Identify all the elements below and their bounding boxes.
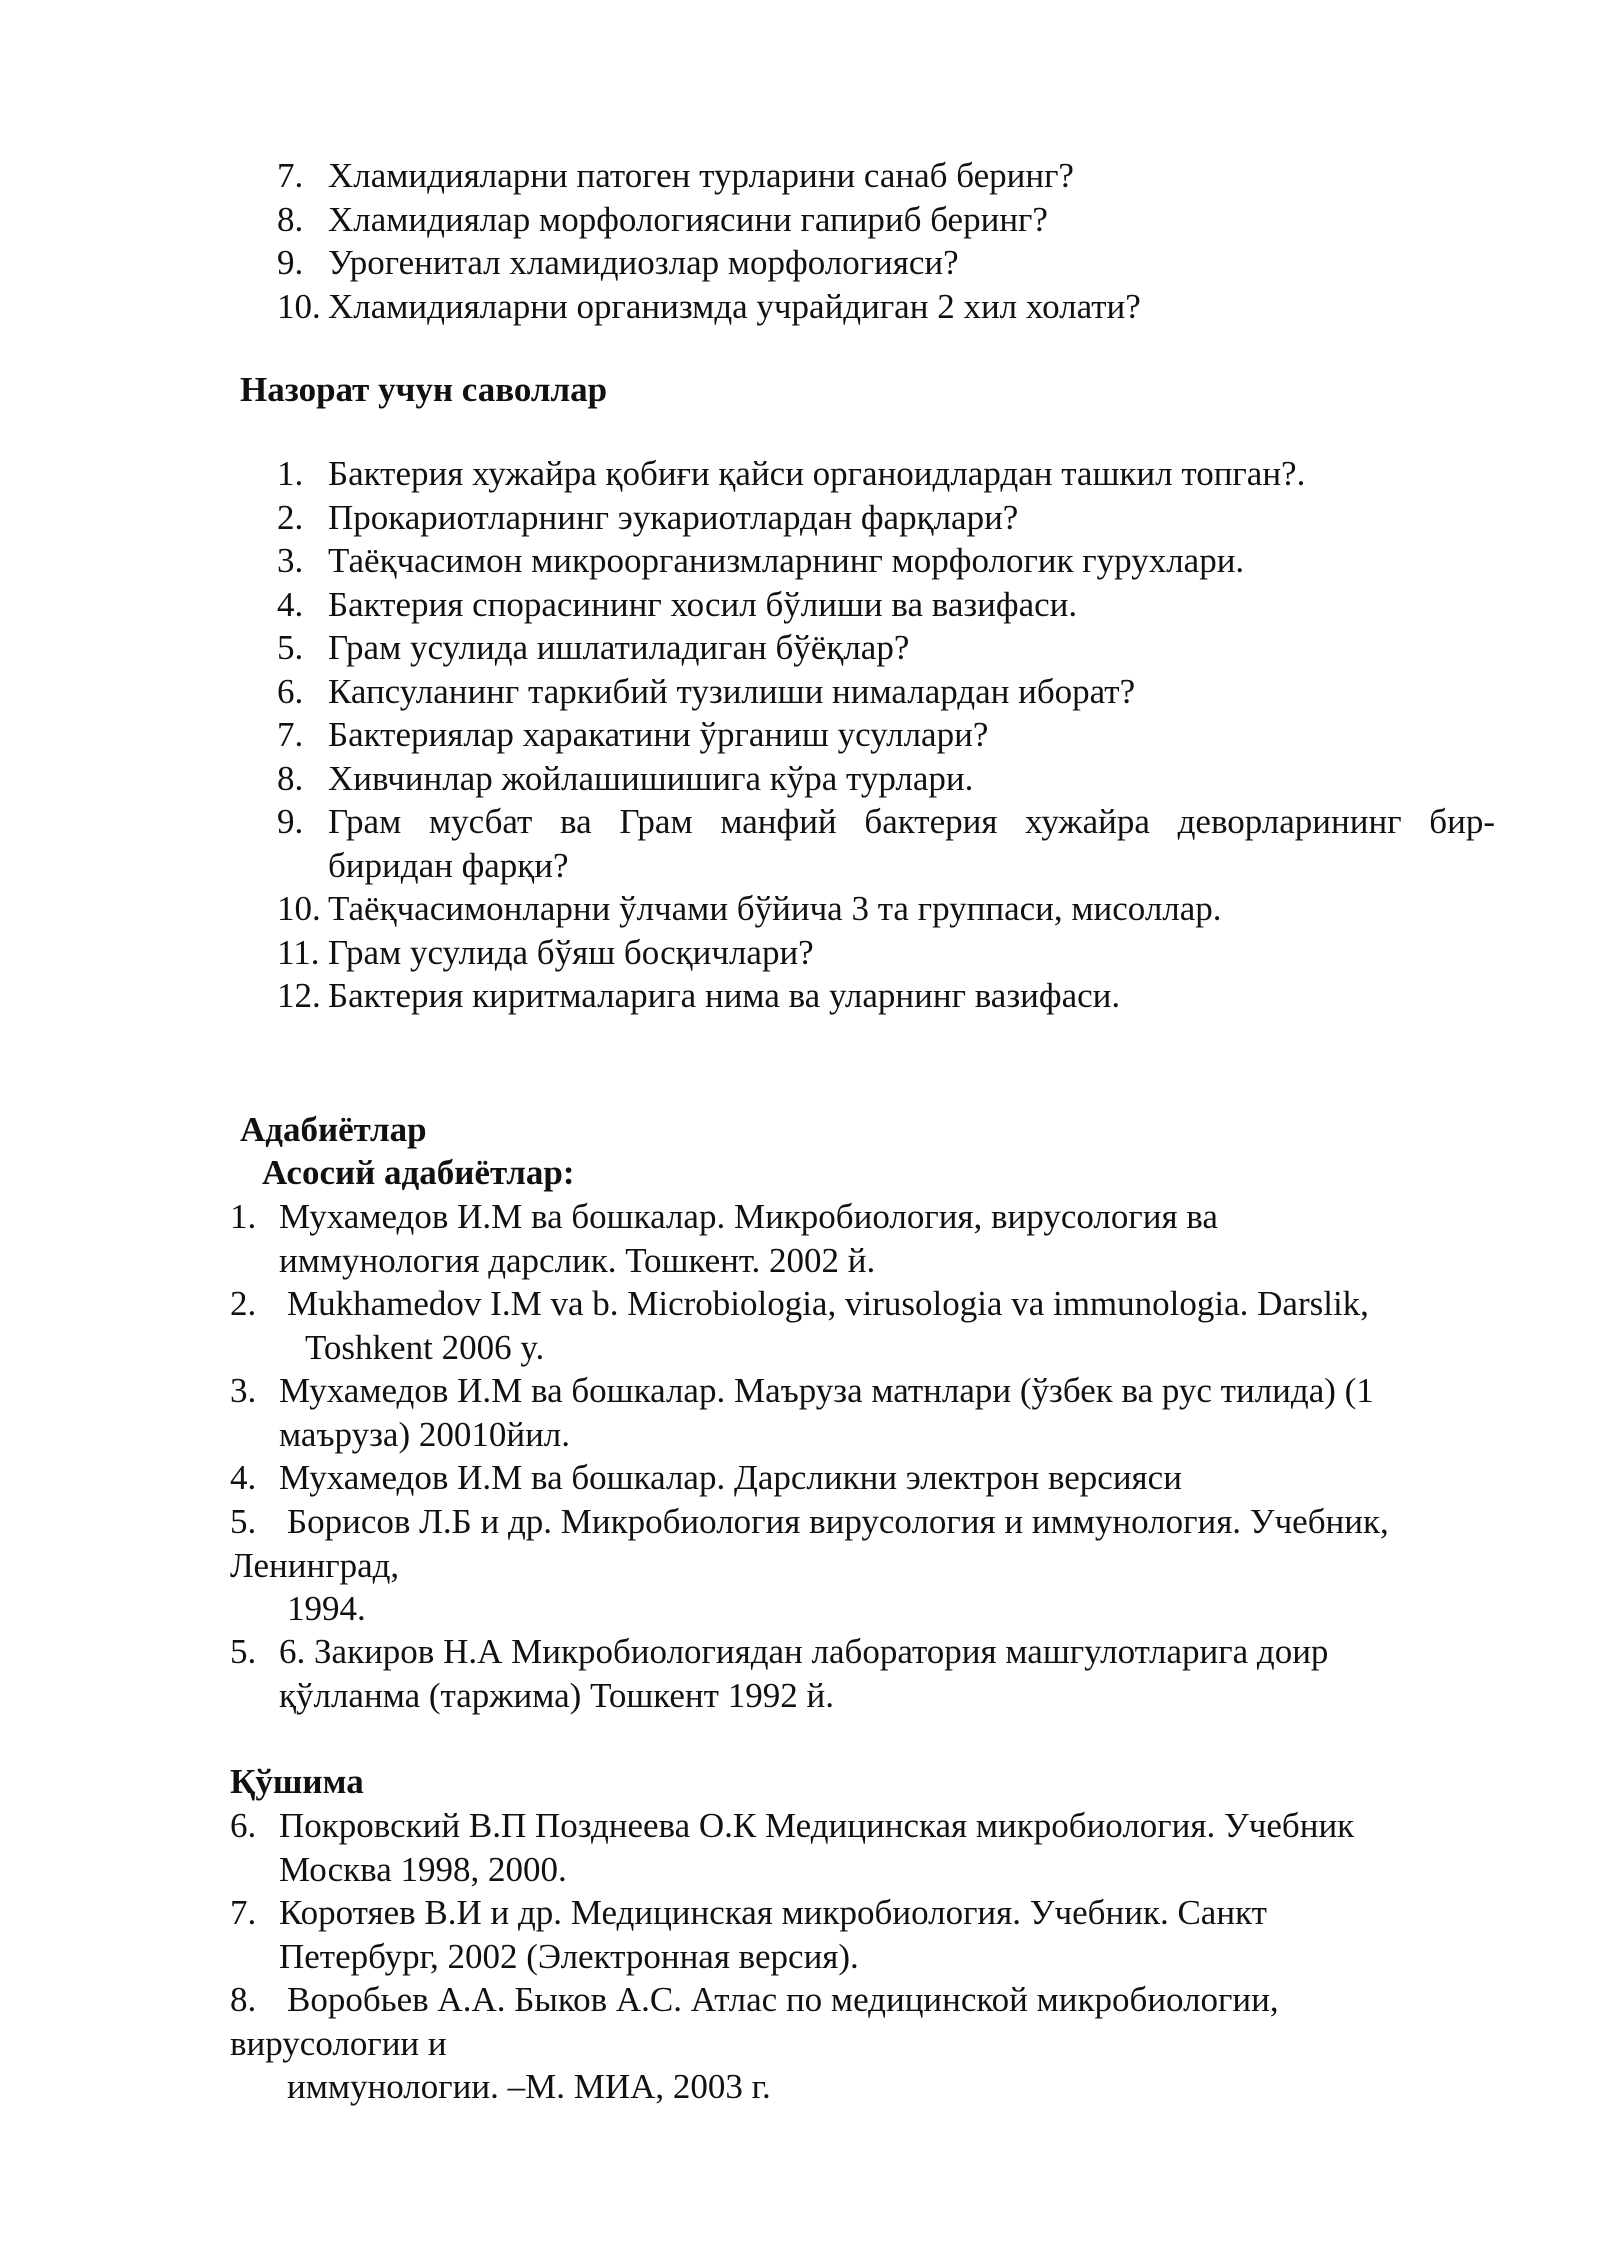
reference-item: 5. 6. Закиров Н.А Микробиологиядан лаборатория машгулотларига доир қўлланма (таржима) Тошкент 1992 й. (230, 1632, 1329, 1715)
supplement-heading: Қўшима (230, 1762, 364, 1801)
reference-item: 4. Мухамедов И.М ва бошкалар. Дарсликни электрон версияси (230, 1458, 1182, 1497)
reference-item: 8. Воробьев А.А. Быков А.С. Атлас по медицинской микробиологии, вирусологии и иммунологии. –М. МИА, 2003 г. (230, 1980, 1279, 2106)
reference-item: 2. Mukhamedov I.M va b. Microbiologia, virusologia va immunologia. Darslik, Toshkent 2006 y. (230, 1284, 1369, 1367)
list-item: 8. Хламидиялар морфологиясини гапириб беринг? (277, 199, 1048, 239)
list-item: 5. Грам усулида ишлатиладиган бўёқлар? (277, 628, 910, 667)
reference-item: 7. Коротяев В.И и др. Медицинская микробиология. Учебник. Санкт Петербург, 2002 (Электронная версия). (230, 1893, 1267, 1976)
list-item: 7. Хламидияларни патоген турларини санаб беринг? (277, 156, 1074, 195)
list-item: 9. Грам мусбат ва Грам манфий бактерия хужайра деворларининг бир- биридан фарқи? (277, 802, 1495, 885)
list-item: 1. Бактерия хужайра қобиғи қайси органоидлардан ташкил топган?. (277, 454, 1306, 493)
list-item: 8. Хивчинлар жойлашишишига кўра турлари. (277, 758, 974, 798)
list-item: 7. Бактериялар харакатини ўрганиш усуллари? (277, 715, 989, 754)
list-item: 9. Урогенитал хламидиозлар морфологияси? (277, 243, 959, 282)
reference-item: 6. Покровский В.П Позднеева О.К Медицинская микробиология. Учебник Москва 1998, 2000. (230, 1806, 1355, 1889)
reference-item: 1. Мухамедов И.М ва бошкалар. Микробиология, вирусология ва иммунология дарслик. Тошкент. 2002 й. (230, 1197, 1218, 1280)
control-question-list (275, 452, 1495, 1018)
list-item: 4. Бактерия спорасининг хосил бўлиши ва вазифаси. (277, 584, 1078, 624)
list-item: 3. Таёқчасимон микроорганизмларнинг морфологик гурухлари. (277, 541, 1245, 580)
literature-heading: Адабиётлар (240, 1110, 427, 1149)
list-item: 2. Прокариотларнинг эукариотлардан фарқлари? (277, 497, 1019, 537)
main-literature-heading: Асосий адабиётлар: (262, 1153, 575, 1192)
list-item: 10. Хламидияларни организмда учрайдиган 2 хил холати? (277, 286, 1141, 326)
control-questions-heading: Назорат учун саволлар (240, 370, 608, 409)
list-item: 11. Грам усулида бўяш босқичлари? (277, 932, 814, 972)
reference-item: 3. Мухамедов И.М ва бошкалар. Маъруза матнлари (ўзбек ва рус тилида) (1 маъруза) 20010йил. (230, 1371, 1374, 1454)
reference-item: 5. Борисов Л.Б и др. Микробиология вирусология и иммунология. Учебник, Ленинград, 1994. (230, 1502, 1389, 1628)
list-item: 10. Таёқчасимонларни ўлчами бўйича 3 та группаси, мисоллар. (277, 889, 1222, 928)
list-item: 6. Капсуланинг таркибий тузилиши нималардан иборат? (277, 671, 1136, 711)
list-item: 12. Бактерия киритмаларига нима ва уларнинг вазифаси. (277, 976, 1121, 1015)
top-question-list (275, 154, 1475, 328)
